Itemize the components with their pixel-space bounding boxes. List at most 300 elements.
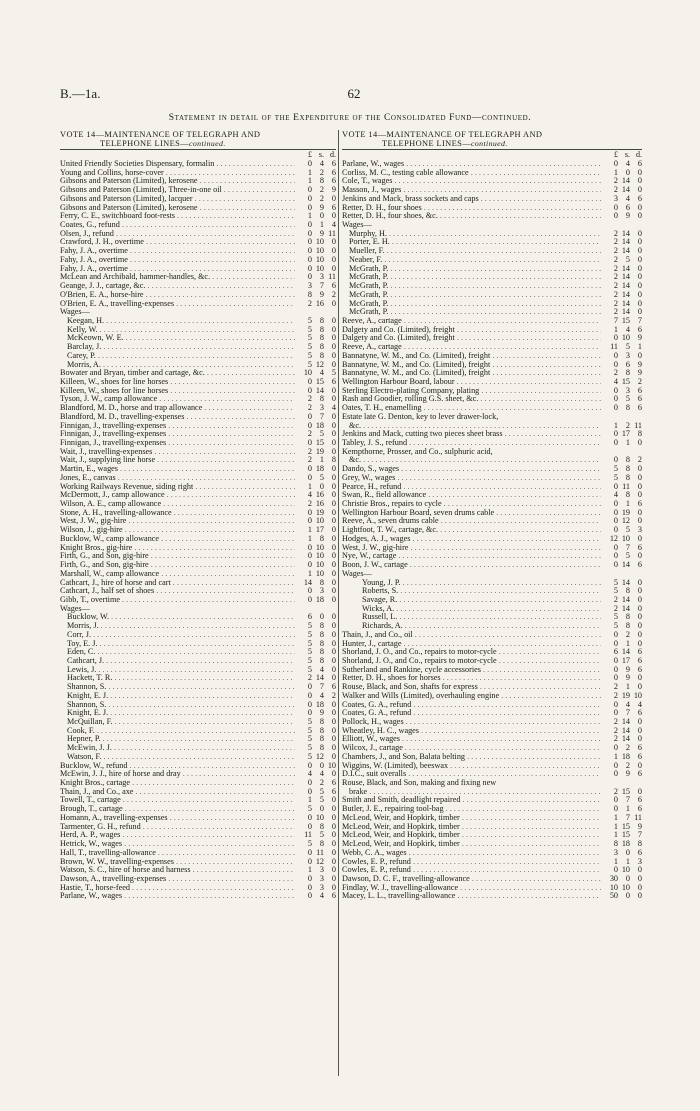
ledger-row-label: Wiggins, W. (Limited), beeswax . . . [342, 762, 601, 771]
ledger-row [342, 230, 642, 239]
amount-pounds: 0 [307, 473, 312, 482]
ledger-row-amount [295, 552, 336, 561]
ledger-row-amount [295, 334, 336, 343]
ledger-row-amount [601, 308, 642, 317]
ledger-row-amount [295, 439, 336, 448]
amount-pounds: 5 [613, 622, 618, 631]
ledger-row-label: Killeen, W., shoes for line horses . . . [60, 378, 295, 387]
ledger-row-label: Russell, L. . . . [342, 613, 601, 622]
ledger-row-label: Wicks, A. . . . [342, 605, 601, 614]
ledger-row-amount [295, 343, 336, 352]
amount-pounds: 0 [307, 857, 312, 866]
ledger-row-label: Wages— [342, 221, 372, 230]
ledger-row-label: Young and Collins, horse-cover . . . [60, 169, 295, 178]
amount-pounds: 2 [613, 691, 618, 700]
section-code: B.—1a. [60, 86, 101, 101]
ledger-row [60, 796, 336, 805]
ledger-row-label: Retter, D. H., shoes for horses . . . [342, 674, 601, 683]
amount-shillings: 15 [315, 439, 324, 447]
ledger-row-amount [295, 823, 336, 832]
ledger-row-label: Finnigan, J., travelling-expenses . . . [60, 439, 295, 448]
ledger-row-label: Brough, T., cartage . . . [60, 805, 295, 814]
ledger-row-label: Retter, D. H., four shoes, &c. . . . [342, 212, 601, 221]
amount-pence: 0 [637, 613, 642, 622]
amount-pence: 0 [331, 770, 336, 779]
amount-pounds: 0 [613, 456, 618, 465]
amount-shillings: 8 [319, 177, 324, 186]
ledger-row-amount [601, 683, 642, 692]
amount-shillings: 5 [319, 831, 324, 840]
amount-shillings: 0 [319, 761, 324, 770]
amount-pence: 0 [331, 447, 336, 456]
amount-pence: 11 [634, 421, 642, 430]
ledger-row-amount [295, 727, 336, 736]
page-number: 62 [347, 86, 361, 101]
ledger-row-label: Gibsons and Paterson (Limited), Three-in-one oil . . . [60, 186, 295, 195]
amount-pounds: 0 [613, 500, 618, 509]
amount-shillings: 9 [625, 770, 630, 779]
amount-shillings: 4 [625, 194, 630, 203]
amount-pounds: 1 [613, 421, 618, 430]
amount-pounds: 0 [613, 160, 618, 168]
amount-pounds: 2 [613, 369, 618, 378]
amount-pounds: 0 [613, 639, 618, 648]
amount-pounds: 5 [307, 360, 312, 369]
amount-shillings: 8 [319, 622, 324, 631]
ledger-row [60, 395, 336, 404]
amount-shillings: 8 [319, 735, 324, 744]
left-column-heading [60, 130, 336, 148]
amount-shillings: 4 [319, 770, 324, 779]
amount-pence: 0 [637, 874, 642, 883]
amount-pence: 0 [331, 482, 336, 491]
ledger-row-label: O'Brien, E. A., horse-hire . . . [60, 291, 295, 300]
ledger-row [342, 526, 642, 535]
amount-pounds: 0 [613, 517, 618, 526]
amount-shillings: 0 [625, 892, 630, 901]
ledger-row [60, 552, 336, 561]
ledger-row-amount [601, 491, 642, 500]
ledger-row-amount [601, 474, 642, 483]
amount-pence: 0 [637, 439, 642, 447]
amount-pence: 3 [637, 857, 642, 866]
amount-pounds: 5 [307, 665, 312, 674]
ledger-row-label: Wages— [342, 569, 372, 578]
amount-shillings: 14 [621, 648, 630, 657]
amount-pounds: 1 [307, 526, 312, 535]
amount-pence: 0 [637, 630, 642, 639]
ledger-row [60, 273, 336, 282]
amount-pounds: 2 [307, 404, 312, 413]
ledger-row [342, 160, 642, 169]
amount-pence: 0 [637, 203, 642, 212]
amount-pence: 0 [331, 831, 336, 840]
amount-shillings: 7 [625, 709, 630, 718]
ledger-row-amount [295, 169, 336, 178]
amount-shillings: 12 [315, 360, 324, 369]
ledger-row-label: Barclay, J. . . . [60, 343, 295, 352]
amount-pounds: 0 [307, 848, 312, 857]
amount-shillings: 10 [315, 238, 324, 247]
ledger-row-amount [295, 762, 336, 771]
ledger-row-amount [601, 195, 642, 204]
amount-shillings: 10 [315, 247, 324, 256]
ledger-row-amount [295, 805, 336, 814]
ledger-row-amount [601, 640, 642, 649]
amount-pence: 0 [637, 229, 642, 238]
amount-pounds: 0 [307, 691, 312, 700]
ledger-row-label: Gibsons and Paterson (Limited), kerosene . . . [60, 204, 295, 213]
ledger-row-label: Parlane, W., wages . . . [342, 160, 601, 169]
amount-pence: 0 [331, 656, 336, 665]
amount-pounds: 2 [613, 282, 618, 291]
ledger-row [342, 814, 642, 823]
amount-shillings: 8 [319, 744, 324, 753]
ledger-row [60, 779, 336, 788]
ledger-row-label: Crawford, J. H., overtime . . . [60, 238, 295, 247]
amount-pounds: 5 [613, 465, 618, 474]
amount-pounds: 0 [307, 517, 312, 526]
amount-pence: 6 [331, 203, 336, 212]
ledger-row-amount [295, 587, 336, 596]
amount-pence: 0 [331, 700, 336, 709]
amount-pounds: 2 [613, 290, 618, 299]
amount-shillings: 3 [319, 883, 324, 892]
ledger-row-amount [295, 753, 336, 762]
amount-pounds: 0 [307, 255, 312, 264]
amount-pence: 0 [637, 587, 642, 596]
amount-pounds: 2 [613, 177, 618, 186]
ledger-row-amount [601, 718, 642, 727]
amount-pence: 2 [637, 377, 642, 386]
pound-label: £ [614, 150, 618, 159]
ledger-row-label: Elliott, W., wages . . . [342, 735, 601, 744]
amount-shillings: 7 [625, 796, 630, 805]
ledger-row-amount [295, 770, 336, 779]
amount-shillings: 8 [319, 648, 324, 657]
ledger-row-amount [601, 796, 642, 805]
ledger-row-amount [601, 247, 642, 256]
amount-pounds: 5 [307, 648, 312, 657]
ledger-row [342, 753, 642, 762]
amount-shillings: 8 [319, 343, 324, 352]
ledger-row [342, 317, 642, 326]
ledger-row [342, 788, 642, 797]
amount-pounds: 2 [613, 683, 618, 692]
amount-pounds: 5 [307, 726, 312, 735]
ledger-row [342, 378, 642, 387]
amount-pounds: 10 [303, 369, 312, 378]
amount-shillings: 15 [621, 831, 630, 840]
amount-shillings: 8 [625, 473, 630, 482]
amount-pounds: 2 [307, 395, 312, 404]
right-column [342, 130, 642, 901]
amount-pounds: 0 [307, 813, 312, 822]
ledger-row [60, 544, 336, 553]
left-heading-line2: TELEPHONE LINES— [100, 139, 189, 148]
amount-shillings: 14 [621, 229, 630, 238]
amount-pounds: 0 [613, 866, 618, 875]
ledger-row-amount [601, 674, 642, 683]
ledger-row [60, 422, 336, 431]
ledger-row-amount [601, 701, 642, 710]
ledger-row [342, 866, 642, 875]
amount-pounds: 5 [307, 805, 312, 814]
ledger-row-amount [295, 657, 336, 666]
ledger-row-label: Wilcox, J., cartage . . . [342, 744, 601, 753]
ledger-row-label: Blandford, M. D., travelling-expenses . . . [60, 413, 295, 422]
ledger-row [342, 361, 642, 370]
ledger-row [60, 831, 336, 840]
amount-pounds: 5 [613, 587, 618, 596]
amount-shillings: 18 [315, 700, 324, 709]
ledger-row-amount [295, 735, 336, 744]
statement-title: Statement in detail of the Expenditure of the Consolidated Fund—continued. [168, 113, 532, 123]
ledger-row-label: Butler, J. E., repairing tool-bag . . . [342, 805, 601, 814]
ledger-row-label: Ferry, C. E., switchboard foot-rests . . . [60, 212, 295, 221]
left-heading-cont: continued. [188, 139, 226, 148]
amount-pounds: 2 [307, 447, 312, 456]
amount-pence: 0 [637, 482, 642, 491]
amount-pence: 0 [637, 622, 642, 631]
ledger-row-amount [601, 613, 642, 622]
amount-pounds: 2 [613, 735, 618, 744]
amount-shillings: 15 [621, 316, 630, 325]
ledger-row-amount [601, 840, 642, 849]
amount-pounds: 1 [307, 569, 312, 578]
amount-pence: 9 [331, 186, 336, 195]
ledger-row [342, 369, 642, 378]
ledger-row [60, 195, 336, 204]
amount-shillings: 2 [319, 186, 324, 195]
ledger-row-amount [601, 273, 642, 282]
ledger-row-amount [601, 657, 642, 666]
ledger-row [60, 282, 336, 291]
ledger-row-label: Jenkins and Mack, cutting two pieces sheet brass . . . [342, 430, 601, 439]
amount-shillings: 10 [315, 255, 324, 264]
amount-pence: 0 [331, 840, 336, 849]
amount-pence: 6 [637, 160, 642, 168]
amount-pence: 6 [637, 386, 642, 395]
amount-pounds: 2 [613, 186, 618, 195]
amount-pence: 11 [328, 229, 336, 238]
amount-pence: 0 [331, 343, 336, 352]
amount-pounds: 1 [307, 796, 312, 805]
ledger-row-label: Dawson, A., travelling-expenses . . . [60, 875, 295, 884]
ledger-row [342, 613, 642, 622]
ledger-row-amount [295, 718, 336, 727]
amount-shillings: 18 [621, 752, 630, 761]
amount-pounds: 5 [307, 316, 312, 325]
ledger-row [342, 622, 642, 631]
amount-pounds: 0 [613, 552, 618, 561]
amount-pence: 0 [637, 726, 642, 735]
amount-pence: 2 [331, 290, 336, 299]
ledger-row [342, 204, 642, 213]
amount-pounds: 0 [613, 360, 618, 369]
amount-shillings: 14 [621, 578, 630, 587]
ledger-row-label: Cowles, E. P., refund . . . [342, 858, 601, 867]
ledger-row [60, 439, 336, 448]
ledger-row [60, 265, 336, 274]
amount-pounds: 0 [307, 587, 312, 596]
ledger-row [342, 221, 642, 230]
ledger-row [342, 762, 642, 771]
amount-pounds: 1 [613, 822, 618, 831]
amount-shillings: 0 [319, 805, 324, 814]
ledger-row-label: McLeod, Weir, and Hopkirk, timber . . . [342, 831, 601, 840]
ledger-row-amount [295, 640, 336, 649]
amount-shillings: 9 [625, 665, 630, 674]
page-header [54, 86, 654, 106]
ledger-row [342, 544, 642, 553]
ledger-row-amount [295, 709, 336, 718]
amount-pounds: 1 [307, 534, 312, 543]
amount-pounds: 0 [613, 744, 618, 753]
ledger-row [342, 849, 642, 858]
amount-pounds: 4 [613, 377, 618, 386]
amount-pence: 0 [331, 622, 336, 631]
amount-shillings: 14 [621, 264, 630, 273]
ledger-row [60, 326, 336, 335]
amount-pence: 6 [637, 561, 642, 570]
ledger-row [342, 334, 642, 343]
ledger-row-amount [601, 823, 642, 832]
amount-shillings: 3 [319, 866, 324, 875]
ledger-row-amount [295, 849, 336, 858]
ledger-row-amount [601, 753, 642, 762]
ledger-row-label: McGrath, P. . . . [342, 265, 601, 274]
right-heading-line2: TELEPHONE LINES— [382, 139, 471, 148]
amount-pounds: 0 [307, 412, 312, 421]
amount-pounds: 5 [307, 752, 312, 761]
amount-shillings: 2 [319, 779, 324, 788]
amount-pounds: 0 [307, 683, 312, 692]
amount-shillings: 3 [319, 874, 324, 883]
ledger-row-amount [601, 169, 642, 178]
ledger-row-label: Estate late G. Denton, key to lever drawer-lock, [342, 412, 499, 421]
ledger-row-label: Towell, T., cartage . . . [60, 796, 295, 805]
ledger-row [342, 770, 642, 779]
pence-label: d. [636, 150, 642, 159]
ledger-row-label: Knight Bros., gig-hire . . . [60, 544, 295, 553]
ledger-row-amount [601, 849, 642, 858]
amount-pence: 8 [331, 456, 336, 465]
ledger-row [342, 657, 642, 666]
ledger-row [60, 291, 336, 300]
amount-pounds: 10 [609, 883, 618, 892]
ledger-row-amount [601, 727, 642, 736]
amount-pence: 6 [637, 325, 642, 334]
amount-shillings: 8 [625, 456, 630, 465]
amount-shillings: 15 [621, 822, 630, 831]
ledger-row-label: Wait, J., travelling-expenses . . . [60, 448, 295, 457]
amount-shillings: 8 [319, 822, 324, 831]
amount-shillings: 8 [319, 726, 324, 735]
ledger-row-amount [601, 517, 642, 526]
ledger-row-label: United Friendly Societies Dispensary, formalin . . . [60, 160, 295, 169]
ledger-row-amount [601, 387, 642, 396]
ledger-row-label: Savage, R. . . . [342, 596, 601, 605]
ledger-row-amount [295, 422, 336, 431]
ledger-row-amount [601, 352, 642, 361]
amount-pounds: 0 [307, 160, 312, 168]
amount-shillings: 4 [319, 665, 324, 674]
ledger-row [342, 195, 642, 204]
ledger-row [60, 212, 336, 221]
ledger-row [60, 474, 336, 483]
ledger-row-amount [295, 831, 336, 840]
amount-pounds: 0 [307, 386, 312, 395]
ledger-row-amount [295, 744, 336, 753]
ledger-row-amount [601, 596, 642, 605]
ledger-row-amount [295, 692, 336, 701]
ledger-row-label: Killeen, W., shoes for line horses . . . [60, 387, 295, 396]
amount-pence: 0 [331, 578, 336, 587]
amount-pounds: 4 [307, 770, 312, 779]
amount-pounds: 0 [307, 421, 312, 430]
ledger-row-label: Bannatyne, W. M., and Co. (Limited), freight . . . [342, 352, 601, 361]
amount-pounds: 0 [307, 874, 312, 883]
ledger-row-label: Walker and Wills (Limited), overhauling engine . . . [342, 692, 601, 701]
amount-pence: 2 [637, 456, 642, 465]
amount-pence: 0 [331, 508, 336, 517]
right-heading-line2-wrap [342, 139, 642, 148]
ledger-row-label: Jones, E., canvas . . . [60, 474, 295, 483]
amount-pence: 0 [331, 299, 336, 308]
amount-shillings: 10 [621, 534, 630, 543]
ledger-row-amount [295, 631, 336, 640]
amount-shillings: 7 [319, 282, 324, 291]
amount-pounds: 0 [307, 595, 312, 604]
ledger-row-amount [601, 788, 642, 797]
ledger-row-amount [295, 256, 336, 265]
ledger-row-label: Rouse, Black, and Son, making and fixing new [342, 779, 497, 788]
left-heading-line1: VOTE 14—MAINTENANCE OF TELEGRAPH AND [60, 130, 261, 139]
amount-shillings: 4 [319, 160, 324, 168]
ledger-row [60, 701, 336, 710]
amount-shillings: 7 [625, 813, 630, 822]
ledger-row-amount [601, 404, 642, 413]
amount-pence: 0 [331, 360, 336, 369]
amount-pence: 6 [331, 779, 336, 788]
amount-pounds: 5 [307, 840, 312, 849]
ledger-row-amount [601, 735, 642, 744]
column-divider [338, 130, 339, 1076]
amount-pence: 6 [637, 848, 642, 857]
ledger-row-amount [295, 875, 336, 884]
ledger-row-label: McKeown, W. E. . . . [60, 334, 295, 343]
ledger-row [60, 369, 336, 378]
ledger-row-amount [601, 744, 642, 753]
amount-pence: 0 [331, 212, 336, 221]
ledger-row [60, 387, 336, 396]
ledger-row-amount [295, 387, 336, 396]
amount-pence: 0 [331, 735, 336, 744]
ledger-row-label: Gibsons and Paterson (Limited), lacquer . . . [60, 195, 295, 204]
ledger-row [60, 160, 336, 169]
amount-pounds: 0 [307, 194, 312, 203]
ledger-row-label: Shannon, S. . . . [60, 701, 295, 710]
amount-pence: 6 [331, 377, 336, 386]
amount-pence: 2 [331, 691, 336, 700]
ledger-row-amount [295, 430, 336, 439]
amount-shillings: 0 [319, 482, 324, 491]
ledger-row-label: Herd, A. P., wages . . . [60, 831, 295, 840]
ledger-row-label: Retter, D. H., four shoes . . . [342, 204, 601, 213]
ledger-row [60, 247, 336, 256]
amount-shillings: 3 [625, 351, 630, 360]
